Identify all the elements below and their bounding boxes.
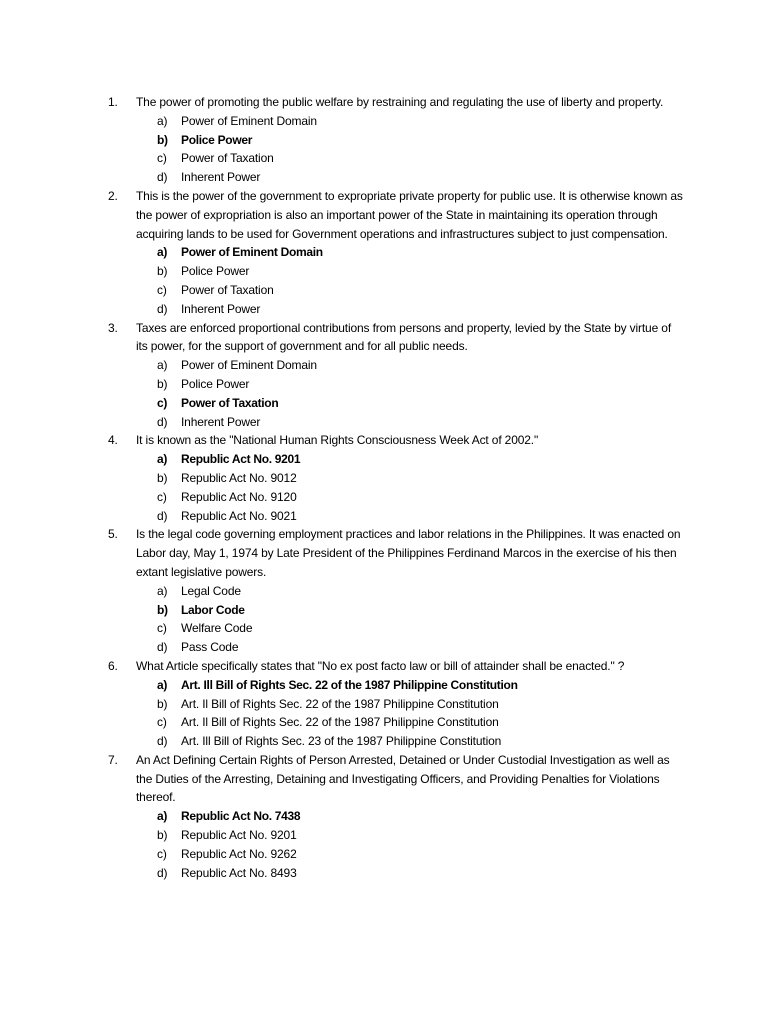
choice-item xyxy=(153,131,683,150)
choice-letter: d) xyxy=(157,734,168,749)
choice-item xyxy=(153,262,683,281)
choice-letter: c) xyxy=(157,282,167,297)
question-number: 4. xyxy=(108,433,118,448)
choice-text: Art. Il Bill of Rights Sec. 22 of the 1987 Philippine Constitution xyxy=(181,696,499,711)
choice-letter: d) xyxy=(157,301,168,316)
question-item xyxy=(108,657,683,751)
question-number: 6. xyxy=(108,658,118,673)
choice-text: Police Power xyxy=(181,264,250,279)
choice-text: Power of Eminent Domain xyxy=(181,113,317,128)
choice-text: Power of Taxation xyxy=(181,282,274,297)
choice-item xyxy=(153,375,683,394)
choice-letter: b) xyxy=(157,132,168,147)
choice-letter: a) xyxy=(157,677,168,692)
choice-letter: a) xyxy=(157,809,168,824)
choice-letter: a) xyxy=(157,358,168,373)
question-text: Taxes are enforced proportional contributions from persons and property, levied by the State by virtue of its power, for the support of government and for all public needs. xyxy=(136,320,671,354)
choice-text: Power of Taxation xyxy=(181,151,274,166)
question-number: 7. xyxy=(108,752,118,767)
choice-item xyxy=(153,695,683,714)
choice-text: Power of Eminent Domain xyxy=(181,358,317,373)
choice-text: Art. Ill Bill of Rights Sec. 23 of the 1987 Philippine Constitution xyxy=(181,734,502,749)
choice-item xyxy=(153,281,683,300)
choice-letter: a) xyxy=(157,113,168,128)
choice-item xyxy=(153,356,683,375)
question-text: The power of promoting the public welfare by restraining and regulating the use of liberty and property. xyxy=(136,95,664,109)
choice-item xyxy=(153,845,683,864)
question-item xyxy=(108,319,683,432)
choice-text: Power of Eminent Domain xyxy=(181,245,323,260)
choice-text: Republic Act No. 9262 xyxy=(181,846,297,861)
question-number: 2. xyxy=(108,188,118,203)
choice-letter: d) xyxy=(157,414,168,429)
choice-text: Police Power xyxy=(181,132,253,147)
choice-item xyxy=(153,638,683,657)
choice-item xyxy=(153,300,683,319)
choice-list xyxy=(136,356,683,431)
choice-item xyxy=(153,413,683,432)
choice-text: Republic Act No. 9021 xyxy=(181,508,297,523)
choice-text: Power of Taxation xyxy=(181,395,279,410)
question-list xyxy=(108,93,683,882)
question-item xyxy=(108,751,683,883)
choice-list xyxy=(136,243,683,318)
choice-item xyxy=(153,507,683,526)
question-text: What Article specifically states that "No ex post facto law or bill of attainder shall be enacted." ? xyxy=(136,658,625,673)
choice-text: Inherent Power xyxy=(181,170,261,185)
question-text: It is known as the "National Human Rights Consciousness Week Act of 2002." xyxy=(136,433,539,448)
choice-item xyxy=(153,826,683,845)
choice-list xyxy=(136,450,683,525)
choice-letter: b) xyxy=(157,264,168,279)
choice-item xyxy=(153,601,683,620)
choice-text: Inherent Power xyxy=(181,414,261,429)
choice-letter: b) xyxy=(157,696,168,711)
choice-list xyxy=(136,582,683,657)
choice-letter: a) xyxy=(157,452,168,467)
choice-item xyxy=(153,149,683,168)
choice-text: Art. Ill Bill of Rights Sec. 22 of the 1987 Philippine Constitution xyxy=(181,677,518,692)
choice-letter: b) xyxy=(157,828,168,843)
choice-text: Welfare Code xyxy=(181,621,253,636)
choice-item xyxy=(153,864,683,883)
choice-letter: d) xyxy=(157,640,168,655)
choice-text: Republic Act No. 9012 xyxy=(181,470,297,485)
choice-item xyxy=(153,243,683,262)
question-item xyxy=(108,431,683,525)
choice-text: Inherent Power xyxy=(181,301,261,316)
choice-letter: c) xyxy=(157,395,168,410)
choice-text: Pass Code xyxy=(181,640,239,655)
choice-text: Art. Il Bill of Rights Sec. 22 of the 1987 Philippine Constitution xyxy=(181,715,499,730)
choice-item xyxy=(153,469,683,488)
choice-letter: c) xyxy=(157,489,167,504)
choice-letter: d) xyxy=(157,865,168,880)
choice-item xyxy=(153,807,683,826)
choice-list xyxy=(136,676,683,751)
choice-item xyxy=(153,112,683,131)
choice-item xyxy=(153,732,683,751)
choice-letter: a) xyxy=(157,583,168,598)
question-item xyxy=(108,93,683,187)
question-number: 1. xyxy=(108,95,118,109)
question-item xyxy=(108,525,683,657)
choice-item xyxy=(153,619,683,638)
question-number: 5. xyxy=(108,527,118,542)
choice-text: Republic Act No. 9201 xyxy=(181,828,297,843)
question-number: 3. xyxy=(108,320,118,335)
choice-text: Republic Act No. 9120 xyxy=(181,489,297,504)
choice-letter: d) xyxy=(157,170,168,185)
question-text: This is the power of the government to expropriate private property for public use. It is otherwise known as the power of expropriation is also an important power of the State in maintaining its operation through acquiring lands to be used for Government operations and infrastructures subject to just compensation. xyxy=(136,188,683,241)
choice-item xyxy=(153,168,683,187)
choice-letter: c) xyxy=(157,621,167,636)
choice-letter: c) xyxy=(157,846,167,861)
choice-letter: b) xyxy=(157,376,168,391)
choice-item xyxy=(153,450,683,469)
choice-letter: d) xyxy=(157,508,168,523)
choice-text: Labor Code xyxy=(181,602,245,617)
choice-list xyxy=(136,807,683,882)
choice-letter: b) xyxy=(157,602,168,617)
choice-text: Republic Act No. 9201 xyxy=(181,452,301,467)
choice-text: Republic Act No. 7438 xyxy=(181,809,301,824)
choice-text: Republic Act No. 8493 xyxy=(181,865,297,880)
question-text: An Act Defining Certain Rights of Person Arrested, Detained or Under Custodial Investigation as well as the Duties of the Arresting, Detaining and Investigating Officers, and Providing Penalties for Violations thereof. xyxy=(136,752,670,805)
choice-letter: a) xyxy=(157,245,168,260)
choice-list xyxy=(136,112,683,187)
choice-item xyxy=(153,713,683,732)
choice-text: Legal Code xyxy=(181,583,241,598)
choice-letter: c) xyxy=(157,715,167,730)
choice-letter: b) xyxy=(157,470,168,485)
choice-item xyxy=(153,394,683,413)
choice-item xyxy=(153,582,683,601)
choice-letter: c) xyxy=(157,151,167,166)
question-item xyxy=(108,187,683,319)
choice-item xyxy=(153,676,683,695)
choice-item xyxy=(153,488,683,507)
question-text: Is the legal code governing employment practices and labor relations in the Philippines. It was enacted on Labor day, May 1, 1974 by Late President of the Philippines Ferdinand Marcos in the exercise of his then extant legislative powers. xyxy=(136,527,681,579)
choice-text: Police Power xyxy=(181,376,250,391)
